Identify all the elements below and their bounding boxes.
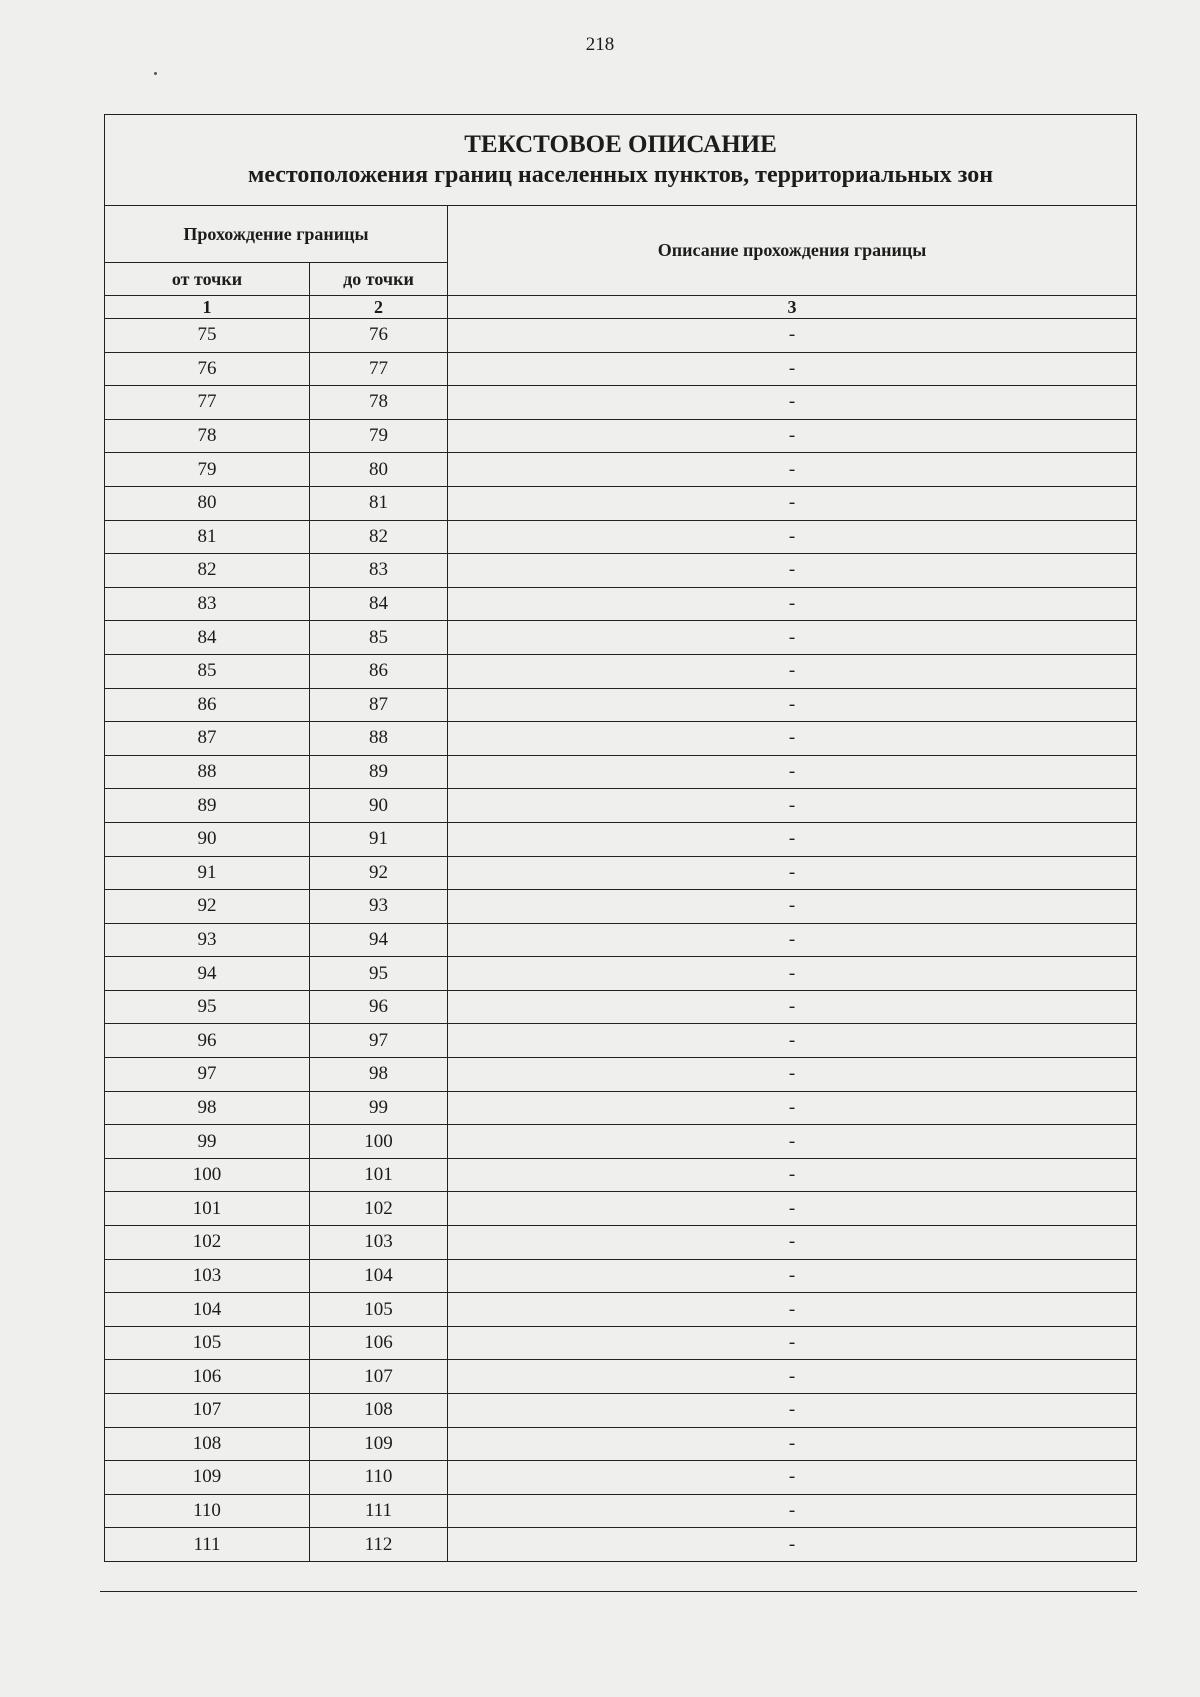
cell-to: 89	[310, 755, 448, 789]
cell-to: 110	[310, 1461, 448, 1495]
table-row	[105, 1058, 1137, 1092]
header-boundary-passage: Прохождение границы	[105, 206, 448, 263]
cell-description: -	[448, 1326, 1137, 1360]
table-row	[105, 789, 1137, 823]
cell-to: 98	[310, 1058, 448, 1092]
table-row	[105, 386, 1137, 420]
table-row	[105, 486, 1137, 520]
cell-to: 79	[310, 419, 448, 453]
cell-description: -	[448, 1360, 1137, 1394]
table-row	[105, 856, 1137, 890]
cell-from: 81	[105, 520, 310, 554]
table-row	[105, 1360, 1137, 1394]
cell-description: -	[448, 1259, 1137, 1293]
table-row	[105, 520, 1137, 554]
cell-description: -	[448, 1125, 1137, 1159]
cell-to: 88	[310, 722, 448, 756]
cell-to: 84	[310, 587, 448, 621]
cell-to: 101	[310, 1158, 448, 1192]
cell-to: 83	[310, 554, 448, 588]
cell-description: -	[448, 890, 1137, 924]
cell-to: 94	[310, 923, 448, 957]
cell-description: -	[448, 856, 1137, 890]
cell-from: 108	[105, 1427, 310, 1461]
cell-from: 105	[105, 1326, 310, 1360]
cell-from: 104	[105, 1293, 310, 1327]
cell-from: 76	[105, 352, 310, 386]
table-row	[105, 1125, 1137, 1159]
table-row	[105, 587, 1137, 621]
cell-from: 78	[105, 419, 310, 453]
table-row	[105, 1293, 1137, 1327]
cell-description: -	[448, 554, 1137, 588]
cell-to: 103	[310, 1226, 448, 1260]
cell-to: 112	[310, 1528, 448, 1562]
cell-to: 80	[310, 453, 448, 487]
cell-description: -	[448, 520, 1137, 554]
cell-description: -	[448, 486, 1137, 520]
table-row	[105, 1326, 1137, 1360]
cell-description: -	[448, 654, 1137, 688]
table-row	[105, 755, 1137, 789]
cell-to: 86	[310, 654, 448, 688]
cell-description: -	[448, 1192, 1137, 1226]
cell-description: -	[448, 453, 1137, 487]
cell-description: -	[448, 1427, 1137, 1461]
cell-to: 107	[310, 1360, 448, 1394]
cell-from: 88	[105, 755, 310, 789]
table-row	[105, 890, 1137, 924]
cell-description: -	[448, 1091, 1137, 1125]
cell-description: -	[448, 587, 1137, 621]
cell-from: 94	[105, 957, 310, 991]
header-to-point: до точки	[310, 263, 448, 296]
table-row	[105, 1192, 1137, 1226]
table-row	[105, 822, 1137, 856]
cell-to: 77	[310, 352, 448, 386]
column-number-3: 3	[448, 296, 1137, 319]
boundary-description-table	[104, 114, 1137, 1562]
cell-description: -	[448, 1461, 1137, 1495]
table-row	[105, 1528, 1137, 1562]
cell-to: 82	[310, 520, 448, 554]
table-row	[105, 688, 1137, 722]
scan-speck	[154, 72, 157, 75]
cell-to: 111	[310, 1494, 448, 1528]
cell-to: 108	[310, 1394, 448, 1428]
table-row	[105, 1427, 1137, 1461]
cell-to: 99	[310, 1091, 448, 1125]
cell-description: -	[448, 722, 1137, 756]
table-row	[105, 1494, 1137, 1528]
cell-from: 109	[105, 1461, 310, 1495]
cell-to: 100	[310, 1125, 448, 1159]
cell-from: 84	[105, 621, 310, 655]
cell-description: -	[448, 1158, 1137, 1192]
cell-to: 97	[310, 1024, 448, 1058]
table-row	[105, 1024, 1137, 1058]
cell-from: 110	[105, 1494, 310, 1528]
cell-from: 103	[105, 1259, 310, 1293]
cell-from: 107	[105, 1394, 310, 1428]
cell-description: -	[448, 822, 1137, 856]
table-row	[105, 554, 1137, 588]
column-number-2: 2	[310, 296, 448, 319]
cell-from: 100	[105, 1158, 310, 1192]
cell-from: 79	[105, 453, 310, 487]
cell-description: -	[448, 419, 1137, 453]
table-row	[105, 352, 1137, 386]
cell-from: 90	[105, 822, 310, 856]
table-row	[105, 923, 1137, 957]
cell-description: -	[448, 789, 1137, 823]
table-row	[105, 654, 1137, 688]
column-number-1: 1	[105, 296, 310, 319]
cell-from: 85	[105, 654, 310, 688]
cell-description: -	[448, 386, 1137, 420]
cell-to: 96	[310, 990, 448, 1024]
cell-to: 90	[310, 789, 448, 823]
cell-to: 105	[310, 1293, 448, 1327]
cell-description: -	[448, 688, 1137, 722]
cell-from: 106	[105, 1360, 310, 1394]
cell-from: 111	[105, 1528, 310, 1562]
table-row	[105, 1226, 1137, 1260]
cell-from: 95	[105, 990, 310, 1024]
cell-to: 102	[310, 1192, 448, 1226]
table-row	[105, 1091, 1137, 1125]
cell-description: -	[448, 1058, 1137, 1092]
cell-description: -	[448, 990, 1137, 1024]
cell-from: 92	[105, 890, 310, 924]
cell-from: 98	[105, 1091, 310, 1125]
cell-to: 85	[310, 621, 448, 655]
table-body	[105, 319, 1137, 1562]
cell-description: -	[448, 1293, 1137, 1327]
cell-from: 75	[105, 319, 310, 353]
cell-to: 109	[310, 1427, 448, 1461]
cell-to: 95	[310, 957, 448, 991]
cell-from: 89	[105, 789, 310, 823]
cell-description: -	[448, 1394, 1137, 1428]
cell-description: -	[448, 319, 1137, 353]
table-row	[105, 621, 1137, 655]
cell-to: 78	[310, 386, 448, 420]
cell-to: 87	[310, 688, 448, 722]
cell-description: -	[448, 1024, 1137, 1058]
cell-from: 99	[105, 1125, 310, 1159]
cell-from: 77	[105, 386, 310, 420]
cell-to: 76	[310, 319, 448, 353]
cell-from: 80	[105, 486, 310, 520]
cell-to: 104	[310, 1259, 448, 1293]
table-row	[105, 990, 1137, 1024]
header-from-point: от точки	[105, 263, 310, 296]
cell-from: 82	[105, 554, 310, 588]
cell-description: -	[448, 621, 1137, 655]
table-row	[105, 1158, 1137, 1192]
document-subtitle: местоположения границ населенных пунктов, территориальных зон	[247, 162, 994, 188]
cell-from: 87	[105, 722, 310, 756]
cell-from: 97	[105, 1058, 310, 1092]
table-row	[105, 419, 1137, 453]
cell-description: -	[448, 957, 1137, 991]
table-row	[105, 957, 1137, 991]
table-row	[105, 722, 1137, 756]
table-bottom-rule	[100, 1591, 1137, 1592]
cell-from: 102	[105, 1226, 310, 1260]
table-row	[105, 1461, 1137, 1495]
cell-from: 93	[105, 923, 310, 957]
cell-from: 83	[105, 587, 310, 621]
cell-from: 91	[105, 856, 310, 890]
table-title-cell	[105, 115, 1137, 206]
cell-to: 93	[310, 890, 448, 924]
document-title: ТЕКСТОВОЕ ОПИСАНИЕ	[464, 131, 777, 158]
cell-to: 106	[310, 1326, 448, 1360]
cell-description: -	[448, 1528, 1137, 1562]
cell-from: 96	[105, 1024, 310, 1058]
table-row	[105, 453, 1137, 487]
table-row	[105, 1259, 1137, 1293]
cell-to: 92	[310, 856, 448, 890]
cell-from: 101	[105, 1192, 310, 1226]
page-number: 218	[585, 34, 615, 55]
cell-to: 91	[310, 822, 448, 856]
cell-description: -	[448, 1226, 1137, 1260]
cell-description: -	[448, 755, 1137, 789]
table-row	[105, 319, 1137, 353]
cell-description: -	[448, 923, 1137, 957]
table-row	[105, 1394, 1137, 1428]
cell-from: 86	[105, 688, 310, 722]
cell-to: 81	[310, 486, 448, 520]
cell-description: -	[448, 1494, 1137, 1528]
cell-description: -	[448, 352, 1137, 386]
header-description: Описание прохождения границы	[448, 206, 1137, 296]
